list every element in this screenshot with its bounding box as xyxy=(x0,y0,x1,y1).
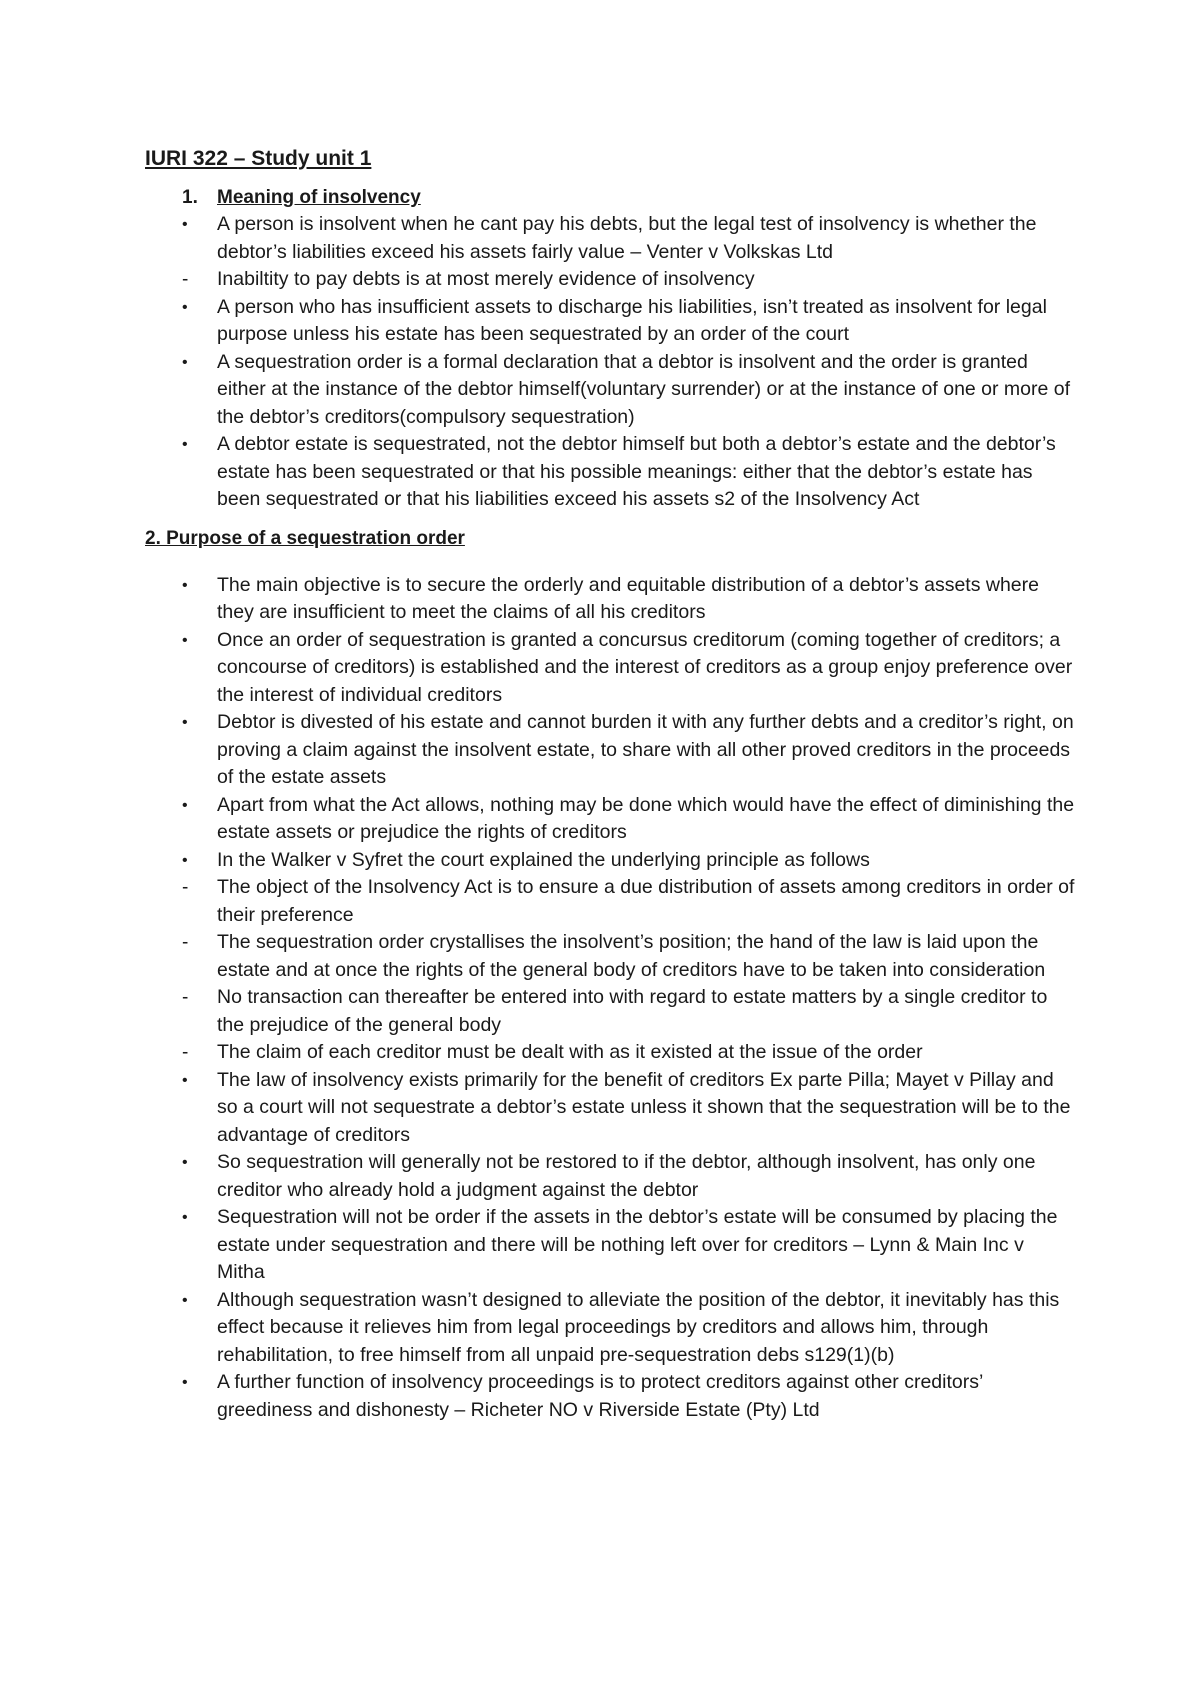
list-item xyxy=(145,349,1075,432)
list-item-text: Although sequestration wasn’t designed to alleviate the position of the debtor, it inevitably has this effect because it relieves him from legal proceedings by creditors and allows him, through rehabilitation, to free himself from all unpaid pre-sequestration debs s129(1)(b) xyxy=(217,1288,1060,1366)
list-item xyxy=(145,1067,1075,1150)
list-item-text: So sequestration will generally not be restored to if the debtor, although insolvent, has only one creditor who already hold a judgment against the debtor xyxy=(217,1151,1036,1201)
bullet-marker: • xyxy=(182,1154,188,1171)
bullet-marker: • xyxy=(182,1071,188,1089)
bullet-marker: • xyxy=(182,576,188,594)
list-item xyxy=(145,847,1075,875)
list-item-text: The sequestration order crystallises the insolvent’s position; the hand of the law is laid upon the estate and at once the rights of the general body of creditors have to be taken into consideration xyxy=(217,931,1046,981)
bullet-marker: • xyxy=(182,298,188,316)
list-item-text: A sequestration order is a formal declaration that a debtor is insolvent and the order is granted either at the instance of the debtor himself(voluntary surrender) or at the instance of one or more of the debtor’s creditors(compulsory sequestration) xyxy=(217,350,1071,428)
bullet-marker: • xyxy=(182,216,188,233)
list-item xyxy=(145,709,1075,792)
dash-marker: - xyxy=(182,269,189,290)
section-1-title: Meaning of insolvency xyxy=(217,187,421,208)
bullet-marker: • xyxy=(182,1209,188,1226)
list-item xyxy=(145,211,1075,266)
list-item xyxy=(145,294,1075,349)
list-item-text: The object of the Insolvency Act is to ensure a due distribution of assets among creditors in order of their preference xyxy=(217,876,1075,926)
bullet-marker: • xyxy=(182,796,188,814)
bullet-marker: • xyxy=(182,851,188,869)
bullet-marker: • xyxy=(182,631,188,649)
list-item xyxy=(145,874,1075,929)
document-title: IURI 322 – Study unit 1 xyxy=(145,147,372,170)
list-item-text: Apart from what the Act allows, nothing may be done which would have the effect of diminishing the estate assets or prejudice the rights of creditors xyxy=(217,793,1075,843)
list-item-text: Sequestration will not be order if the assets in the debtor’s estate will be consumed by placing the estate under sequestration and there will be nothing left over for creditors – Lynn & Main Inc v Mitha xyxy=(217,1206,1058,1283)
dash-marker: - xyxy=(182,932,189,953)
bullet-marker: • xyxy=(182,353,188,371)
list-item xyxy=(145,572,1075,627)
dash-marker: - xyxy=(182,987,189,1008)
bullet-marker: • xyxy=(182,714,188,731)
section-1-list xyxy=(145,211,1075,514)
list-item-text: Debtor is divested of his estate and cannot burden it with any further debts and a creditor’s right, on proving a claim against the insolvent estate, to share with all other proved creditors in the proceeds of the estate assets xyxy=(217,711,1074,788)
list-item-text: A debtor estate is sequestrated, not the debtor himself but both a debtor’s estate and the debtor’s estate has been sequestrated or that his possible meanings: either that the debtor’s estate has been sequestrated or that his liabilities exceed his assets s2 of the Insolvency Act xyxy=(217,433,1056,510)
list-item xyxy=(145,1204,1075,1287)
list-item xyxy=(145,431,1075,514)
bullet-marker: • xyxy=(182,436,188,453)
list-item-text: In the Walker v Syfret the court explained the underlying principle as follows xyxy=(217,848,870,871)
list-item xyxy=(145,929,1075,984)
list-item xyxy=(145,792,1075,847)
bullet-marker: • xyxy=(182,1374,188,1391)
list-item-text: The law of insolvency exists primarily for the benefit of creditors Ex parte Pilla; Mayet v Pillay and so a court will not sequestrate a debtor’s estate unless it shown that the sequestration will be to the advantage of creditors xyxy=(217,1068,1071,1146)
document-page xyxy=(145,146,1075,1424)
section-1-number: 1. xyxy=(182,187,198,208)
list-item-text: A person is insolvent when he cant pay his debts, but the legal test of insolvency is whether the debtor’s liabilities exceed his assets fairly value – Venter v Volkskas Ltd xyxy=(217,213,1037,263)
list-item-text: Inabiltity to pay debts is at most merely evidence of insolvency xyxy=(217,268,755,290)
list-item-text: Once an order of sequestration is granted a concursus creditorum (coming together of creditors; a concourse of creditors) is established and the interest of creditors as a group enjoy preference over the interest of individual creditors xyxy=(217,628,1073,706)
list-item xyxy=(145,266,1075,294)
list-item xyxy=(145,627,1075,710)
bullet-marker: • xyxy=(182,1291,188,1309)
list-item-text: A person who has insufficient assets to discharge his liabilities, isn’t treated as insolvent for legal purpose unless his estate has been sequestrated by an order of the court xyxy=(217,295,1047,345)
section-1-heading xyxy=(145,185,1075,211)
section-2-title: 2. Purpose of a sequestration order xyxy=(145,527,465,549)
list-item xyxy=(145,1369,1075,1424)
list-item xyxy=(145,1287,1075,1370)
list-item-text: A further function of insolvency proceedings is to protect creditors against other creditors’ greediness and dishonesty – Richeter NO v Riverside Estate (Pty) Ltd xyxy=(217,1371,983,1421)
section-2-heading xyxy=(145,526,1075,552)
list-item xyxy=(145,1039,1075,1067)
list-item xyxy=(145,1149,1075,1204)
list-item-text: The claim of each creditor must be dealt with as it existed at the issue of the order xyxy=(217,1041,923,1063)
list-item-text: No transaction can thereafter be entered into with regard to estate matters by a single creditor to the prejudice of the general body xyxy=(217,986,1048,1036)
dash-marker: - xyxy=(182,1042,189,1063)
section-2-list xyxy=(145,572,1075,1425)
dash-marker: - xyxy=(182,877,189,898)
list-item xyxy=(145,984,1075,1039)
list-item-text: The main objective is to secure the orderly and equitable distribution of a debtor’s assets where they are insufficient to meet the claims of all his creditors xyxy=(217,573,1039,623)
